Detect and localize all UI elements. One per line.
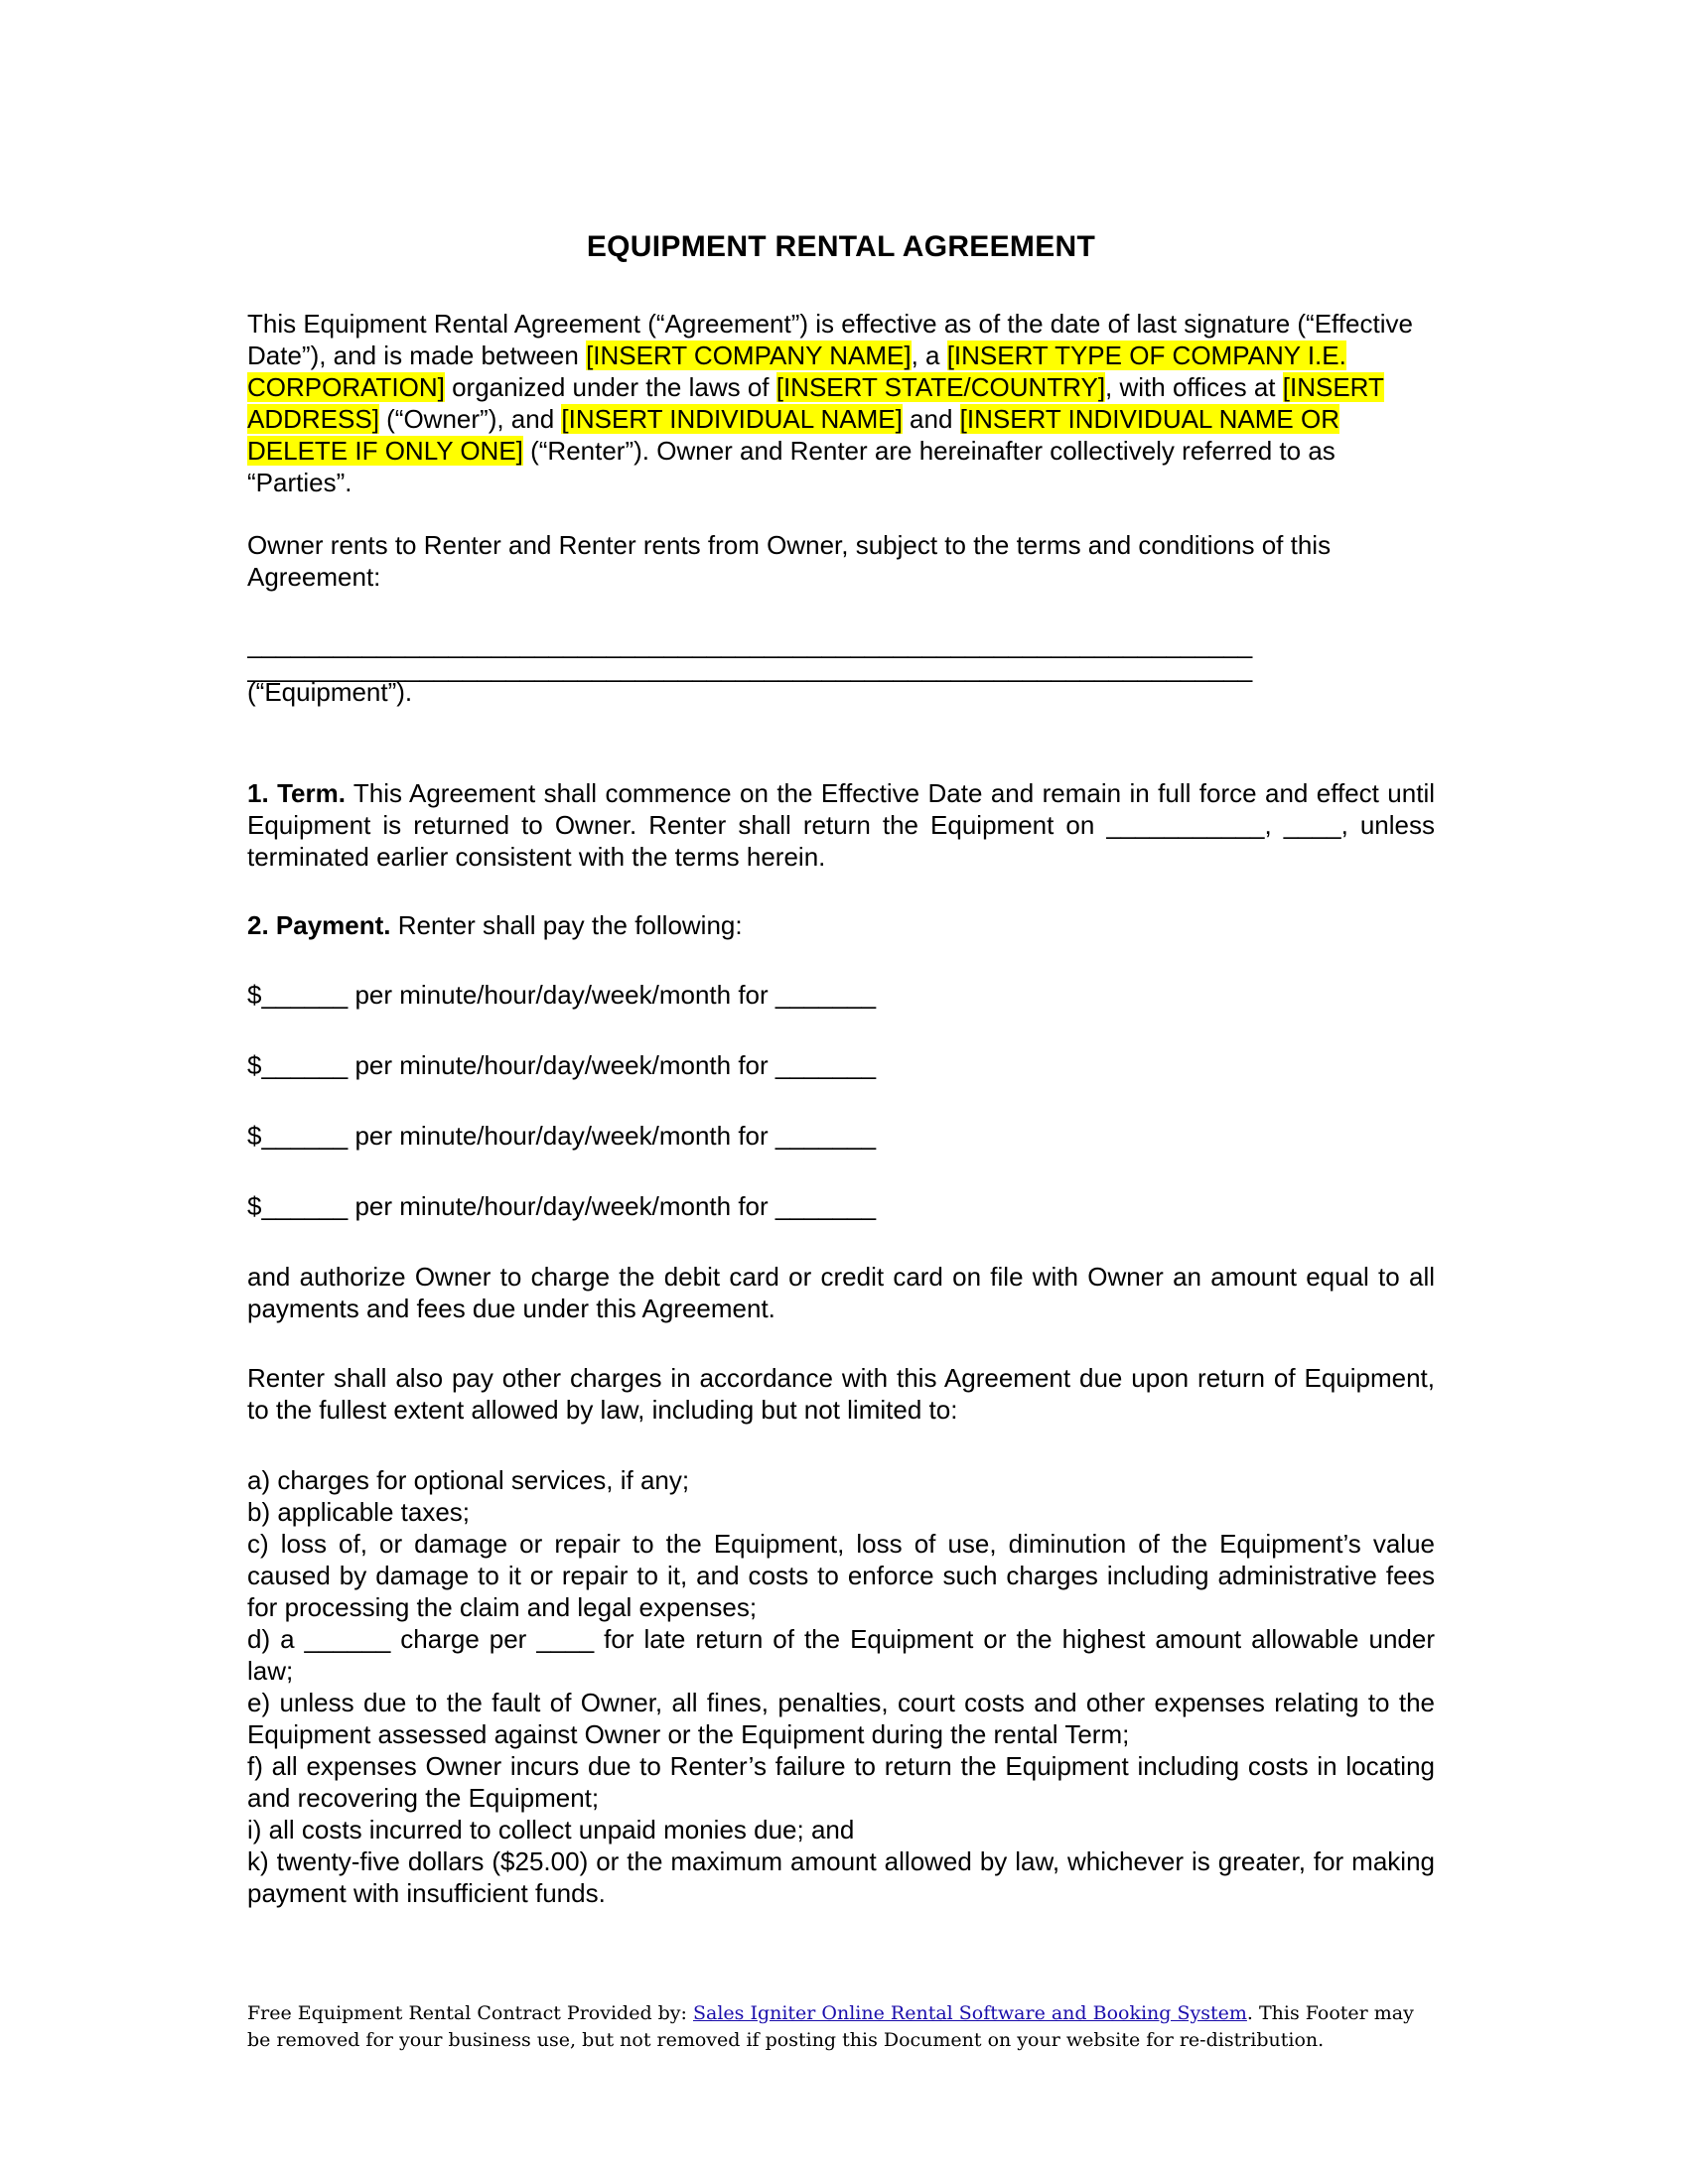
payment-line: $______ per minute/hour/day/week/month for _______ xyxy=(247,1191,877,1221)
intro-text: and xyxy=(902,404,960,434)
term-text: This Agreement shall commence on the Effective Date and remain in full force and effect until Equipment is returned to Owner. Renter shall return the Equipment on ___________, ____, unless terminated earlier consistent with the terms herein. xyxy=(247,778,1436,872)
list-item: a) charges for optional services, if any; xyxy=(247,1465,690,1495)
page-footer xyxy=(247,2000,1435,2054)
payment-line: $______ per minute/hour/day/week/month for _______ xyxy=(247,1050,877,1080)
rents-paragraph: Owner rents to Renter and Renter rents from Owner, subject to the terms and conditions of this Agreement: xyxy=(247,530,1332,592)
state-country-placeholder: [INSERT STATE/COUNTRY] xyxy=(775,372,1106,402)
sales-igniter-link[interactable]: Sales Igniter Online Rental Software and Booking System xyxy=(692,2002,1247,2024)
list-item: d) a ______ charge per ____ for late return of the Equipment or the highest amount allowable under law; xyxy=(247,1624,1435,1686)
second-individual-placeholder: [INSERT INDIVIDUAL NAME OR DELETE IF ONLY ONE] xyxy=(247,404,1339,466)
company-name-placeholder: [INSERT COMPANY NAME] xyxy=(586,341,912,370)
list-item: b) applicable taxes; xyxy=(247,1497,471,1527)
term-heading: 1. Term. xyxy=(247,778,346,808)
intro-paragraph xyxy=(247,308,1435,498)
list-item: k) twenty-five dollars ($25.00) or the maximum amount allowed by law, whichever is greater, for making payment with insufficient funds. xyxy=(247,1846,1435,1908)
document-page xyxy=(247,228,1435,1909)
payment-line: $______ per minute/hour/day/week/month for _______ xyxy=(247,980,877,1010)
footer-prefix: Free Equipment Rental Contract Provided by: xyxy=(247,2002,693,2024)
individual-name-placeholder: [INSERT INDIVIDUAL NAME] xyxy=(561,404,903,434)
list-item: f) all expenses Owner incurs due to Renter’s failure to return the Equipment including costs in locating and recovering the Equipment; xyxy=(247,1751,1435,1813)
list-item: i) all costs incurred to collect unpaid monies due; and xyxy=(247,1815,855,1844)
equipment-blank-line-2: ______________________________________________________________________ xyxy=(247,653,1253,683)
intro-text: , a xyxy=(911,341,947,370)
footer-suffix: . This Footer may be removed for your business use, but not removed if posting this Document on your website for re-distribution. xyxy=(247,2002,1414,2051)
other-charges-paragraph: Renter shall also pay other charges in accordance with this Agreement due upon return of Equipment, to the fullest extent allowed by law, including but not limited to: xyxy=(247,1363,1435,1425)
document-title: EQUIPMENT RENTAL AGREEMENT xyxy=(586,230,1096,263)
intro-text: , with offices at xyxy=(1105,372,1283,402)
equipment-blank-line-1: ______________________________________________________________________ xyxy=(247,629,1253,659)
charges-list xyxy=(247,1464,1435,1909)
intro-text: (“Renter”). Owner and Renter are hereinafter collectively referred to as “Parties”. xyxy=(247,436,1336,497)
intro-text: organized under the laws of xyxy=(444,372,776,402)
intro-text: This Equipment Rental Agreement (“Agreement”) is effective as of the date of last signature (“Effective Date”), and is made between xyxy=(247,309,1413,370)
payment-text: Renter shall pay the following: xyxy=(390,910,743,940)
equipment-label: (“Equipment”). xyxy=(247,677,413,707)
payment-line: $______ per minute/hour/day/week/month for _______ xyxy=(247,1121,877,1151)
payment-heading: 2. Payment. xyxy=(247,910,391,940)
address-placeholder: [INSERT ADDRESS] xyxy=(247,372,1384,434)
payment-section xyxy=(247,909,1435,941)
term-section xyxy=(247,777,1435,873)
list-item: c) loss of, or damage or repair to the Equipment, loss of use, diminution of the Equipment’s value caused by damage to it or repair to it, and costs to enforce such charges including administrative fees for processing the claim and legal expenses; xyxy=(247,1529,1435,1622)
company-type-placeholder: [INSERT TYPE OF COMPANY I.E. CORPORATION] xyxy=(247,341,1346,402)
list-item: e) unless due to the fault of Owner, all fines, penalties, court costs and other expenses relating to the Equipment assessed against Owner or the Equipment during the rental Term; xyxy=(247,1688,1435,1749)
authorize-paragraph: and authorize Owner to charge the debit card or credit card on file with Owner an amount equal to all payments and fees due under this Agreement. xyxy=(247,1262,1435,1323)
intro-text: (“Owner”), and xyxy=(378,404,562,434)
